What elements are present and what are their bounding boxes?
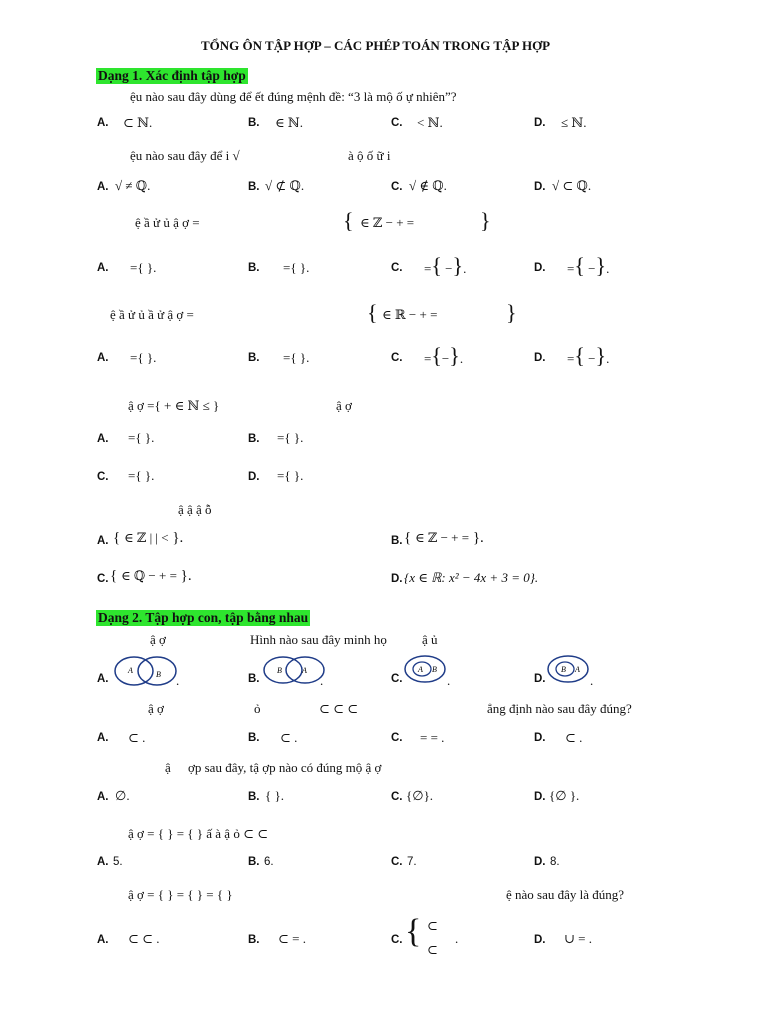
q1-label-d: D. <box>534 117 546 129</box>
q2-label-d: D. <box>534 181 546 193</box>
q4-label-b: B. <box>248 352 260 364</box>
q7-dot-d: . <box>590 673 594 688</box>
q3-label-a: A. <box>97 262 109 274</box>
q3-option-b[interactable]: ={ }. <box>283 260 310 275</box>
q4-option-a[interactable]: ={ }. <box>130 350 157 365</box>
q8-stem-b: ỏ <box>254 701 261 716</box>
q7-venn-c-icon[interactable] <box>403 654 449 686</box>
q6-label-d: D. <box>391 573 403 585</box>
q1-option-a[interactable]: ⊂ ℕ. <box>123 115 153 130</box>
q7-venn-d-icon[interactable] <box>546 654 592 686</box>
q5-option-b[interactable]: ={ }. <box>277 430 304 445</box>
q10-label-a: A. <box>97 856 109 868</box>
q4-brace-open: { <box>367 300 378 325</box>
q7-label-d: D. <box>534 673 546 685</box>
q10-option-c[interactable]: 7. <box>407 856 417 868</box>
q8-stem-d: ẳng định nào sau đây đúng? <box>487 701 632 716</box>
q9-label-a: A. <box>97 791 109 803</box>
q2-label-a: A. <box>97 181 109 193</box>
q11-option-c-dot: . <box>455 931 459 946</box>
q11-stem-end: ệ nào sau đây là đúng? <box>506 887 625 902</box>
q6-label-b: B. <box>391 535 403 547</box>
q1-label-a: A. <box>97 117 109 129</box>
q1-option-c[interactable]: < ℕ. <box>417 115 443 130</box>
svg-text:A: A <box>302 666 307 675</box>
q11-label-b: B. <box>248 934 260 946</box>
q3-stem: ệ ầ ử ủ ậ ợ = <box>135 215 200 230</box>
q2-option-d[interactable]: √ ⊂ ℚ. <box>552 178 592 193</box>
q4-label-c: C. <box>391 352 403 364</box>
svg-text:A: A <box>575 665 580 674</box>
q9-option-c[interactable]: {∅}. <box>406 788 434 803</box>
q4-label-d: D. <box>534 352 546 364</box>
section-heading-2: Dạng 2. Tập hợp con, tập bằng nhau <box>98 610 309 625</box>
q7-dot-c: . <box>447 673 451 688</box>
q3-label-d: D. <box>534 262 546 274</box>
q9-stem-a: ậ <box>165 760 171 775</box>
q8-label-b: B. <box>248 732 260 744</box>
q6-option-c[interactable]: { ∈ ℚ − + = }. <box>110 568 192 584</box>
q8-option-c[interactable]: = = . <box>420 730 445 745</box>
svg-text:B: B <box>277 666 282 675</box>
q11-option-d[interactable]: ∪ = . <box>564 931 592 946</box>
q9-label-d: D. <box>534 791 546 803</box>
q10-option-b[interactable]: 6. <box>264 856 274 868</box>
q9-option-b[interactable]: { }. <box>265 788 284 803</box>
q4-option-d[interactable]: ={ −}. <box>567 343 610 368</box>
q4-option-b[interactable]: ={ }. <box>283 350 310 365</box>
q2-stem-2: à ộ ố ữ i <box>348 148 391 163</box>
q1-label-b: B. <box>248 117 260 129</box>
q10-label-c: C. <box>391 856 403 868</box>
q8-option-d[interactable]: ⊂ . <box>565 730 583 745</box>
q2-option-b[interactable]: √ ⊄ ℚ. <box>265 178 305 193</box>
q6-option-b[interactable]: { ∈ ℤ − + = }. <box>404 530 484 546</box>
q8-stem-c: ⊂ ⊂ ⊂ <box>319 701 359 716</box>
q6-label-a: A. <box>97 535 109 547</box>
q5-option-d[interactable]: ={ }. <box>277 468 304 483</box>
q8-option-a[interactable]: ⊂ . <box>128 730 146 745</box>
section-heading-1: Dạng 1. Xác định tập hợp <box>98 68 246 83</box>
q5-stem-end: ậ ợ <box>336 398 352 413</box>
q4-option-c[interactable]: ={−}. <box>424 343 464 368</box>
q8-label-a: A. <box>97 732 109 744</box>
q1-label-c: C. <box>391 117 403 129</box>
q2-label-c: C. <box>391 181 403 193</box>
q8-label-d: D. <box>534 732 546 744</box>
q9-option-d[interactable]: {∅ }. <box>549 788 580 803</box>
q3-option-a[interactable]: ={ }. <box>130 260 157 275</box>
q7-stem-c: ậ ủ <box>422 632 438 647</box>
q11-label-c: C. <box>391 934 403 946</box>
q9-label-c: C. <box>391 791 403 803</box>
svg-text:B: B <box>561 665 566 674</box>
q3-brace-open: { <box>343 208 354 233</box>
q11-stem: ậ ợ = { } = { } = { } <box>128 887 233 902</box>
q10-label-d: D. <box>534 856 546 868</box>
q10-option-a[interactable]: 5. <box>113 856 123 868</box>
q2-stem: ệu nào sau đây để i √ <box>130 148 240 163</box>
q11-option-a[interactable]: ⊂ ⊂ . <box>128 931 160 946</box>
q10-option-d[interactable]: 8. <box>550 856 560 868</box>
q2-label-b: B. <box>248 181 260 193</box>
q3-option-c[interactable]: ={ −}. <box>424 253 467 278</box>
q4-label-a: A. <box>97 352 109 364</box>
q9-option-a[interactable]: ∅. <box>115 788 130 803</box>
q7-stem-a: ậ ợ <box>150 632 166 647</box>
q3-brace-close: } <box>480 208 491 233</box>
q2-option-a[interactable]: √ ≠ ℚ. <box>115 178 151 193</box>
q11-option-c-brace: { <box>405 913 422 950</box>
q8-option-b[interactable]: ⊂ . <box>280 730 298 745</box>
q7-stem-b: Hình nào sau đây minh họ <box>250 632 387 647</box>
svg-text:B: B <box>432 665 437 674</box>
q1-stem: ệu nào sau đây dùng để ết đúng mệnh đề: “3 là mộ ố ự nhiên”? <box>130 89 457 104</box>
q2-option-c[interactable]: √ ∉ ℚ. <box>409 178 447 193</box>
q11-option-c-top[interactable]: ⊂ <box>427 918 438 933</box>
q11-label-d: D. <box>534 934 546 946</box>
q7-venn-a-icon[interactable] <box>113 655 185 687</box>
q1-option-d[interactable]: ≤ ℕ. <box>561 115 587 130</box>
q5-label-b: B. <box>248 433 260 445</box>
q11-option-c-bottom[interactable]: ⊂ <box>427 942 438 957</box>
q7-dot-a: . <box>176 673 180 688</box>
q6-label-c: C. <box>97 573 109 585</box>
q3-label-c: C. <box>391 262 403 274</box>
q5-label-c: C. <box>97 471 109 483</box>
q5-label-a: A. <box>97 433 109 445</box>
q5-label-d: D. <box>248 471 260 483</box>
q5-option-c[interactable]: ={ }. <box>128 468 155 483</box>
svg-text:A: A <box>128 666 133 675</box>
q3-label-b: B. <box>248 262 260 274</box>
q9-stem-b: ợp sau đây, tậ ợp nào có đúng mộ ậ ợ <box>188 760 382 775</box>
q8-stem-a: ậ ợ <box>148 701 164 716</box>
q11-label-a: A. <box>97 934 109 946</box>
q9-label-b: B. <box>248 791 260 803</box>
q7-label-b: B. <box>248 673 260 685</box>
q7-dot-b: . <box>320 673 324 688</box>
q4-set-condition: ∈ ℝ − + = <box>382 307 438 322</box>
q6-option-a[interactable]: { ∈ ℤ | | < }. <box>113 530 184 546</box>
q4-brace-close: } <box>506 300 517 325</box>
q6-stem: ậ ậ ậ ỗ <box>178 502 212 517</box>
q11-option-b[interactable]: ⊂ = . <box>278 931 306 946</box>
q3-option-d[interactable]: ={ −}. <box>567 253 610 278</box>
q6-option-d[interactable]: {x ∈ ℝ: x² − 4x + 3 = 0}. <box>404 570 539 585</box>
q10-label-b: B. <box>248 856 260 868</box>
q8-label-c: C. <box>391 732 403 744</box>
q5-option-a[interactable]: ={ }. <box>128 430 155 445</box>
q4-stem: ệ ầ ử ủ ầ ử ậ ợ = <box>110 307 194 322</box>
svg-text:B: B <box>156 670 161 679</box>
q5-stem: ậ ợ ={ + ∈ ℕ ≤ } <box>128 398 220 413</box>
q7-label-a: A. <box>97 673 109 685</box>
q7-label-c: C. <box>391 673 403 685</box>
page-title: TỔNG ÔN TẬP HỢP – CÁC PHÉP TOÁN TRONG TẬP HỢP <box>201 38 551 53</box>
svg-text:A: A <box>418 665 423 674</box>
q1-option-b[interactable]: ∈ ℕ. <box>275 115 304 130</box>
q3-set-condition: ∈ ℤ − + = <box>360 215 415 230</box>
q10-stem: ậ ợ = { } = { } ấ à ậ ỏ ⊂ ⊂ <box>128 826 269 841</box>
